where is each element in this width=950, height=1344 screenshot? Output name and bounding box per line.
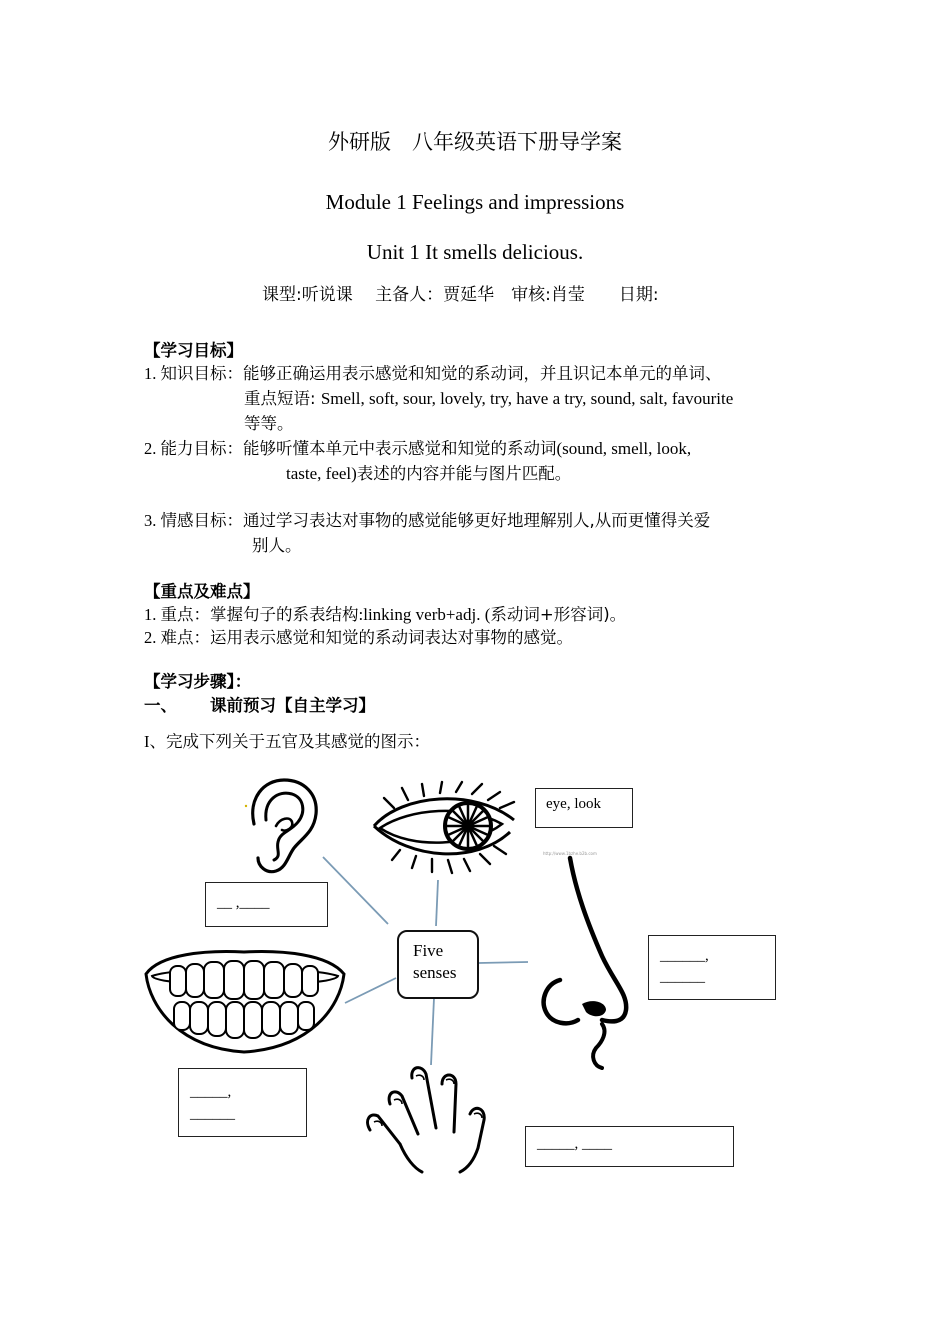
five-senses-line1: Five [413,941,444,960]
objective-knowledge-text1: 能够正确运用表示感觉和知觉的系动词，并且识记本单元的单词、 [243,364,722,383]
five-senses-line2: senses [413,963,457,982]
objective-ability-label: 2. 能力目标： [144,439,243,458]
keypoint-1-text-en: :linking verb+adj. ( [358,605,491,624]
eye-label: eye, look [546,796,601,812]
keypoint-2-text: 运用表示感觉和知觉的系动词表达对事物的感觉。 [210,628,573,647]
hand-answer-blank: _____, ____ [537,1136,612,1152]
ear-answer-box[interactable] [205,882,328,927]
nose-answer-box[interactable] [648,935,776,1000]
hand-answer-box[interactable] [525,1126,734,1167]
five-senses-box [397,930,479,999]
hand-icon [360,1064,500,1174]
objective-knowledge-line2 [244,385,733,409]
objective-emotion-text1: 通过学习表达对事物的感觉能够更好地理解别人,从而更懂得关爱 [243,511,711,530]
eye-label-box [535,788,633,828]
mouth-answer-blank-1: _____, [190,1084,232,1100]
keypoint-1-label: 1. 重点： [144,605,210,624]
mouth-answer-blank-2: ______ [190,1106,235,1122]
mouth-answer-box[interactable] [178,1068,307,1137]
nose-watermark: http://www.1bzhe.b2b.com [543,851,597,856]
objective-knowledge-phrase-label: 重点短语: [244,389,321,408]
ear-answer-blank: __ ,____ [217,895,270,911]
nose-answer-blank-2: ______ [660,969,705,985]
task-1-number: I、 [144,732,166,751]
eye-icon [370,780,520,880]
objective-ability-text1: 能够听懂本单元中表示感觉和知觉的系动词 [243,439,557,458]
objective-ability-line1 [144,435,691,459]
keypoint-1-text-cn: 掌握句子的系表结构 [210,605,359,624]
nose-answer-blank-1: ______, [660,948,709,964]
objective-emotion-label: 3. 情感目标： [144,511,243,530]
keypoint-2 [144,624,573,648]
objective-ability-text2: 表述的内容并能与图片匹配。 [356,464,572,483]
keypoint-2-label: 2. 难点： [144,628,210,647]
steps-heading: 【学习步骤】： [144,672,252,691]
section-1-number: 一、 [144,696,177,715]
task-1-text: 完成下列关于五官及其感觉的图示： [166,732,430,751]
mouth-icon [140,948,350,1058]
objectives-heading: 【学习目标】 [144,341,243,360]
ear-icon [242,776,322,876]
connector-nose [479,962,528,963]
connector-mouth [345,978,396,1003]
connector-eye [436,880,438,926]
connector-hand [431,998,434,1065]
unit-title: Unit 1 It smells delicious. [366,240,584,264]
objective-knowledge-label: 1. 知识目标： [144,364,243,383]
lesson-meta: 课型:听说课 主备人：贾延华 审核:肖莹 日期: [262,285,659,305]
objective-knowledge-line1 [144,360,722,384]
objective-ability-verbs1: (sound, smell, look, [556,439,692,458]
doc-title: 外研版 八年级英语下册导学案 [328,130,622,154]
keypoint-1 [144,601,626,625]
objective-emotion-line2: 别人。 [252,536,302,555]
module-title: Module 1 Feelings and impressions [325,190,625,214]
objective-ability-verbs2: taste, feel) [286,464,357,483]
nose-icon [536,852,646,1072]
task-1 [144,728,430,752]
objective-knowledge-words: Smell, soft, sour, lovely, try, have a try, sound, salt, favourite [320,389,734,408]
objective-ability-line2 [286,460,571,484]
objective-emotion-line1 [144,507,710,531]
keypoints-heading: 【重点及难点】 [144,582,260,601]
objective-knowledge-line3: 等等。 [244,414,294,433]
section-1-title: 课前预习【自主学习】 [210,696,375,715]
keypoint-1-text-cn2: 系动词+形容词)。 [490,605,627,624]
